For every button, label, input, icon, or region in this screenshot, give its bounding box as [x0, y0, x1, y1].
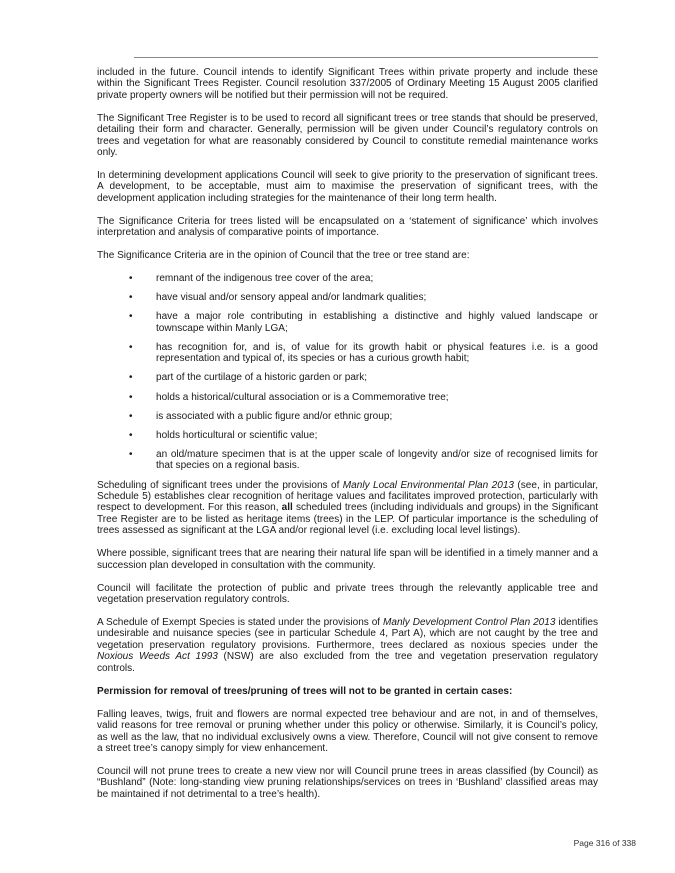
list-item: • remnant of the indigenous tree cover of the area;	[97, 273, 598, 284]
paragraph: The Significance Criteria are in the opinion of Council that the tree or tree stand are:	[97, 250, 470, 262]
list-item: • holds a historical/cultural association or is a Commemorative tree;	[97, 392, 598, 403]
paragraph: Council will not prune trees to create a new view nor will Council prune trees in areas classified (by Council) as “Bushland” (Note: long-standing view pruning relationships/services on trees in ‘Bushland’ classified areas may be maintained if not detrimental to a tree’s health).	[97, 765, 598, 800]
scheduling-paragraph: Scheduling of significant trees under the provisions of Manly Local Environmental Plan 2013 (see, in particular, Schedule 5) establishes clear recognition of heritage values and facilitates improved protection, particularly with respect to development. For this reason, all scheduled trees (including individuals and groups) in the Significant Tree Register are to be listed as heritage items (trees) in the LEP. Of particular importance is the scheduling of trees assessed as significant at the LGA and/or regional level (i.e. excluding local level listings).	[97, 479, 598, 537]
emphasis: all	[281, 502, 293, 514]
paragraph: Where possible, significant trees that are nearing their natural life span will be identified in a timely manner and a succession plan developed in consultation with the community.	[97, 548, 598, 571]
list-item: • have visual and/or sensory appeal and/or landmark qualities;	[97, 292, 598, 303]
page-number: Page 316 of 338	[573, 838, 636, 848]
exempt-species-paragraph: A Schedule of Exempt Species is stated under the provisions of Manly Development Control Plan 2013 identifies undesirable and nuisance species (see in particular Schedule 4, Part A), which are not caught by the tree and vegetation preservation regulatory provisions. Furthermore, trees declared as noxious species under the Noxious Weeds Act 1993 (NSW) are also excluded from the tree and vegetation preservation regulatory controls.	[97, 617, 598, 674]
paragraph: Falling leaves, twigs, fruit and flowers are normal expected tree behaviour and are not, in and of themselves, valid reasons for tree removal or pruning whether under this policy or otherwise. Similarly, it is Council’s policy, as well as the law, that no individual exclusively owns a view. Therefore, Council will not give consent to remove a street tree’s canopy simply for view enhancement.	[97, 708, 598, 754]
list-item: • have a major role contributing in establishing a distinctive and highly valued landscape or townscape within Manly LGA;	[97, 311, 598, 334]
header-rule	[134, 57, 598, 58]
act-reference: Noxious Weeds Act 1993	[97, 651, 218, 663]
paragraph: Council will facilitate the protection of public and private trees through the relevantly applicable tree and vegetation preservation regulatory controls.	[97, 582, 598, 606]
list-item: • part of the curtilage of a historic garden or park;	[97, 372, 598, 383]
significance-criteria-list	[97, 273, 598, 471]
list-item: • has recognition for, and is, of value for its growth habit or physical features i.e. is a good representation and typical of, its species or has a curious growth habit;	[97, 342, 598, 365]
paragraph: In determining development applications Council will seek to give priority to the preservation of significant trees. A development, to be acceptable, must aim to maximise the preservation of significant trees, with the development application including strategies for the maintenance of their long term health.	[97, 170, 598, 204]
paragraph: included in the future. Council intends to identify Significant Trees within private property and include these within the Significant Trees Register. Council resolution 337/2005 of Ordinary Meeting 15 August 2005 clarified private property owners will be notified but their permission will not be required.	[97, 67, 598, 101]
list-item: • an old/mature specimen that is at the upper scale of longevity and/or size of recognised limits for that species on a regional basis.	[97, 449, 598, 472]
document-body	[97, 67, 598, 812]
lep-reference: Manly Local Environmental Plan 2013	[342, 479, 514, 491]
section-heading: Permission for removal of trees/pruning of trees will not to be granted in certain cases:	[97, 685, 513, 697]
paragraph: The Significant Tree Register is to be used to record all significant trees or tree stands that should be preserved, detailing their form and character. Generally, permission will be given under Council’s regulatory controls on trees and vegetation for what are reasonably considered by Council to constitute remedial maintenance works only.	[97, 112, 598, 159]
list-item: • holds horticultural or scientific value;	[97, 430, 598, 441]
list-item: • is associated with a public figure and/or ethnic group;	[97, 411, 598, 422]
paragraph: The Significance Criteria for trees listed will be encapsulated on a ‘statement of significance’ which involves interpretation and analysis of comparative points of importance.	[97, 215, 598, 239]
dcp-reference: Manly Development Control Plan 2013	[383, 617, 556, 629]
